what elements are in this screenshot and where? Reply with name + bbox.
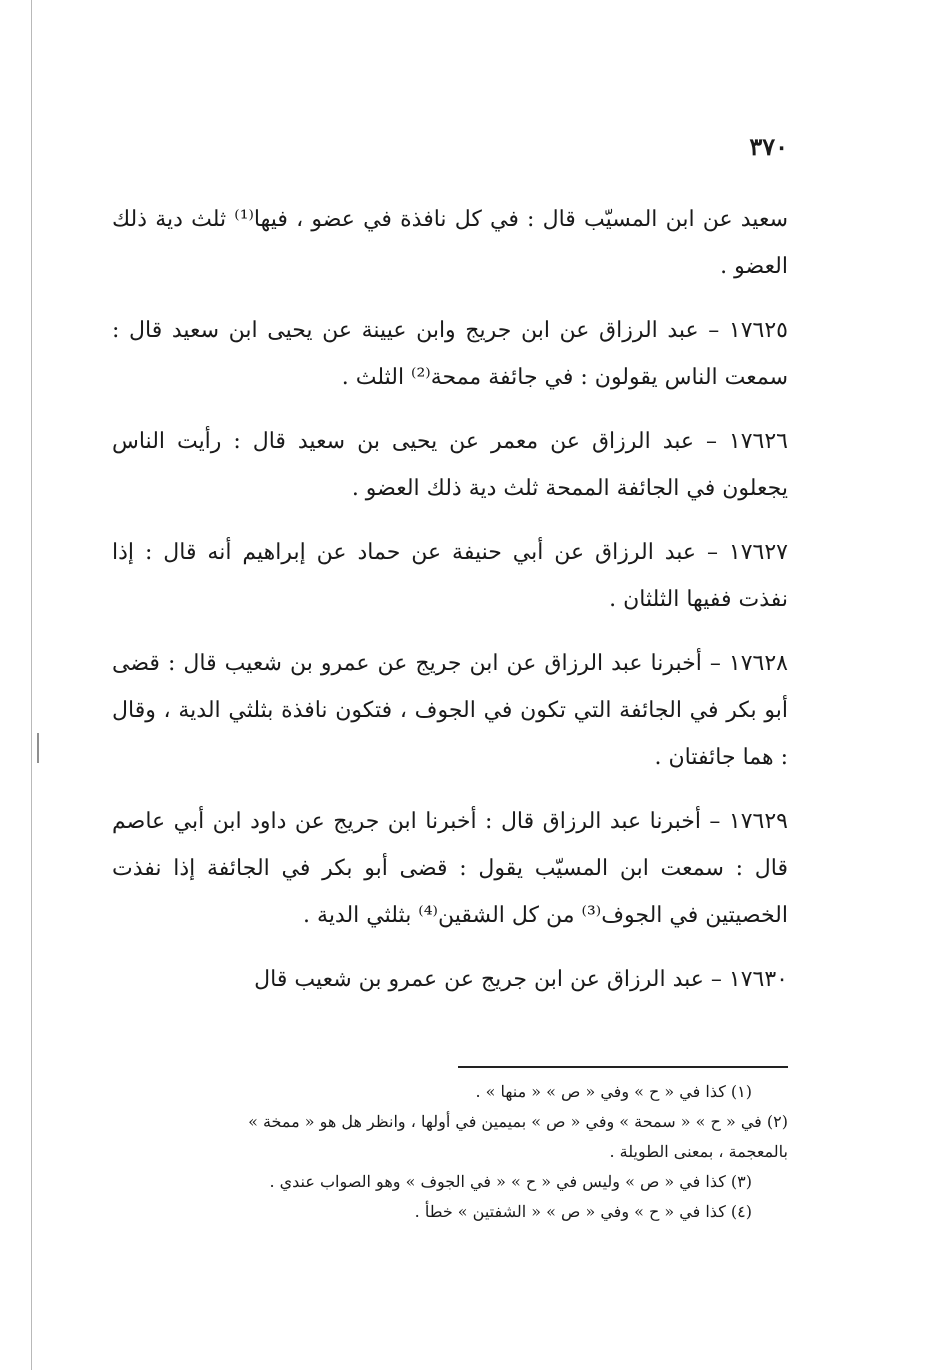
hadith-17628: ١٧٦٢٨ – أخبرنا عبد الرزاق عن ابن جريج عن عمرو بن شعيب قال : قضى أبو بكر في الجائفة التي تكون في الجوف ، فتكون نافذة بثلثي الدية ، وقال : هما جائفتان . [112,651,788,770]
footnote-separator [458,1066,788,1068]
footnotes [108,1077,788,1227]
footnote-4: (٤) كذا في « ح » وفي « ص » « الشفتين » خطأ . [414,1202,752,1221]
page-number: ٣٧٠ [749,132,788,161]
footnote-2-continuation: بالمعجمة ، بمعنى الطويلة . [609,1142,788,1161]
hadith-17630: ١٧٦٣٠ – عبد الرزاق عن ابن جريج عن عمرو بن شعيب قال [254,967,788,992]
margin-mark [37,733,39,763]
main-text [112,196,788,1020]
page-edge-line [31,0,32,1370]
footnote-3: (٣) كذا في « ص » وليس في « ح » « في الجوف » وهو الصواب عندي . [269,1172,752,1191]
footnote-2: (٢) في « ح » « سمحة » وفي « ص » بميمين في أولها ، وانظر هل هو « ممخة » [248,1112,788,1131]
hadith-17626: ١٧٦٢٦ – عبد الرزاق عن معمر عن يحيى بن سعيد قال : رأيت الناس يجعلون في الجائفة الممحة ثلث دية ذلك العضو . [112,429,788,501]
hadith-17625: ١٧٦٢٥ – عبد الرزاق عن ابن جريج وابن عيينة عن يحيى ابن سعيد قال : سمعت الناس يقولون : في جائفة ممحة⁽²⁾ الثلث . [112,318,788,390]
footnote-1: (١) كذا في « ح » وفي « ص » « منها » . [475,1082,752,1101]
hadith-17627: ١٧٦٢٧ – عبد الرزاق عن أبي حنيفة عن حماد عن إبراهيم أنه قال : إذا نفذت ففيها الثلثان . [112,540,788,612]
paragraph-continuation: سعيد عن ابن المسيّب قال : في كل نافذة في عضو ، فيها⁽¹⁾ ثلث دية ذلك العضو . [112,207,788,279]
hadith-17629: ١٧٦٢٩ – أخبرنا عبد الرزاق قال : أخبرنا ابن جريج عن داود ابن أبي عاصم قال : سمعت ابن المسيّب يقول : قضى أبو بكر في الجائفة إذا نفذت الخصيتين في الجوف⁽³⁾ من كل الشقين⁽⁴⁾ بثلثي الدية . [112,809,788,928]
